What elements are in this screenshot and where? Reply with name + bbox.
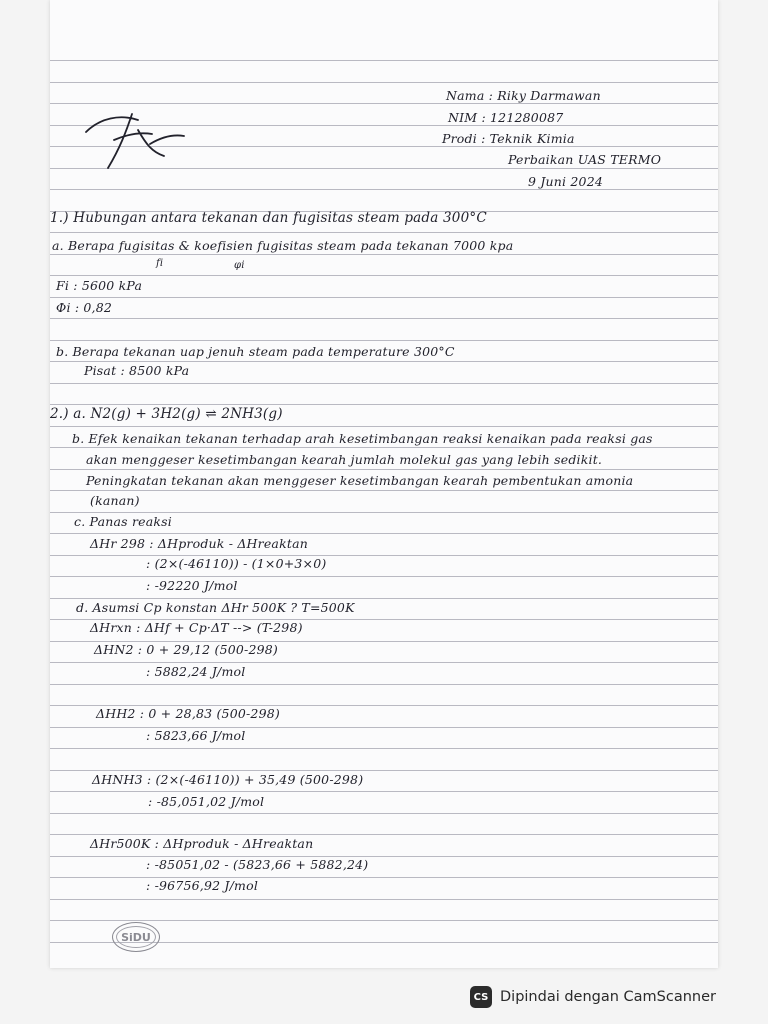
camscanner-logo-icon: CS — [470, 986, 492, 1008]
ruled-line — [50, 232, 718, 233]
ruled-line — [50, 404, 718, 405]
ruled-line — [50, 447, 718, 448]
q1a-fugacity: Fi : 5600 kPa — [56, 278, 143, 293]
ruled-line — [50, 275, 718, 276]
ruled-line — [50, 340, 718, 341]
ruled-line — [50, 60, 718, 61]
notebook-brand-stamp: SiDU — [112, 922, 160, 952]
study-program: Prodi : Teknik Kimia — [442, 131, 575, 146]
ruled-line — [50, 254, 718, 255]
ruled-line — [50, 383, 718, 384]
ruled-line — [50, 512, 718, 513]
scanned-page — [50, 0, 718, 968]
ruled-line — [50, 662, 718, 663]
q2b-line-1: b. Efek kenaikan tekanan terhadap arah kesetimbangan reaksi kenaikan pada reaksi gas — [72, 431, 653, 446]
ruled-line — [50, 189, 718, 190]
ruled-line — [50, 791, 718, 792]
phi-annotation: φi — [234, 260, 245, 271]
ruled-line — [50, 920, 718, 921]
q2c-eq-1: ΔHr 298 : ΔHproduk - ΔHreaktan — [90, 536, 308, 551]
ruled-line — [50, 598, 718, 599]
ruled-line — [50, 684, 718, 685]
ruled-line — [50, 770, 718, 771]
ruled-line — [50, 813, 718, 814]
q1b-question: b. Berapa tekanan uap jenuh steam pada temperature 300°C — [56, 344, 455, 359]
ruled-line — [50, 297, 718, 298]
q2b-line-2: akan menggeser kesetimbangan kearah jumlah molekul gas yang lebih sedikit. — [86, 452, 603, 467]
ruled-line — [50, 576, 718, 577]
student-nim: NIM : 121280087 — [448, 110, 564, 125]
q1-title: 1.) Hubungan antara tekanan dan fugisitas steam pada 300°C — [50, 210, 487, 226]
q2b-line-3: Peningkatan tekanan akan menggeser kesetimbangan kearah pembentukan amonia — [86, 473, 634, 488]
q2d-nh3-result: : -85,051,02 J/mol — [148, 794, 265, 809]
q2d-500k-eq-1: ΔHr500K : ΔHproduk - ΔHreaktan — [90, 836, 314, 851]
q2d-n2-result: : 5882,24 J/mol — [146, 664, 246, 679]
q1a-coefficient: Φi : 0,82 — [56, 300, 113, 315]
q2d-label: d. Asumsi Cp konstan ΔHr 500K ? T=500K — [76, 600, 355, 615]
student-name: Nama : Riky Darmawan — [446, 88, 601, 103]
camscanner-text: Dipindai dengan CamScanner — [500, 989, 717, 1005]
ruled-line — [50, 834, 718, 835]
q2d-500k-result: : -96756,92 J/mol — [146, 878, 259, 893]
q2c-label: c. Panas reaksi — [74, 514, 172, 529]
ruled-line — [50, 426, 718, 427]
q2d-eq-1: ΔHrxn : ΔHf + Cp·ΔT --> (T-298) — [90, 620, 303, 635]
q2c-eq-3: : -92220 J/mol — [146, 578, 238, 593]
q2d-h2-eq: ΔHH2 : 0 + 28,83 (500-298) — [96, 706, 280, 721]
exam-date: 9 Juni 2024 — [528, 174, 604, 189]
ruled-line — [50, 361, 718, 362]
ruled-line — [50, 490, 718, 491]
signature — [80, 104, 190, 174]
ruled-line — [50, 82, 718, 83]
ruled-line — [50, 469, 718, 470]
q2d-nh3-eq: ΔHNH3 : (2×(-46110)) + 35,49 (500-298) — [92, 772, 364, 787]
course-name: Perbaikan UAS TERMO — [508, 152, 662, 167]
fi-annotation: fi — [156, 258, 164, 269]
q1a-question: a. Berapa fugisitas & koefisien fugisitas steam pada tekanan 7000 kpa — [52, 238, 514, 253]
ruled-line — [50, 533, 718, 534]
q2b-line-4: (kanan) — [90, 493, 140, 508]
q2a-reaction: 2.) a. N2(g) + 3H2(g) ⇌ 2NH3(g) — [50, 406, 283, 422]
q1b-answer: Pisat : 8500 kPa — [84, 363, 190, 378]
ruled-line — [50, 899, 718, 900]
q2c-eq-2: : (2×(-46110)) - (1×0+3×0) — [146, 556, 327, 571]
camscanner-watermark — [470, 982, 752, 1012]
q2d-h2-result: : 5823,66 J/mol — [146, 728, 246, 743]
ruled-line — [50, 748, 718, 749]
ruled-line — [50, 318, 718, 319]
q2d-n2-eq: ΔHN2 : 0 + 29,12 (500-298) — [94, 642, 279, 657]
q2d-500k-eq-2: : -85051,02 - (5823,66 + 5882,24) — [146, 857, 369, 872]
